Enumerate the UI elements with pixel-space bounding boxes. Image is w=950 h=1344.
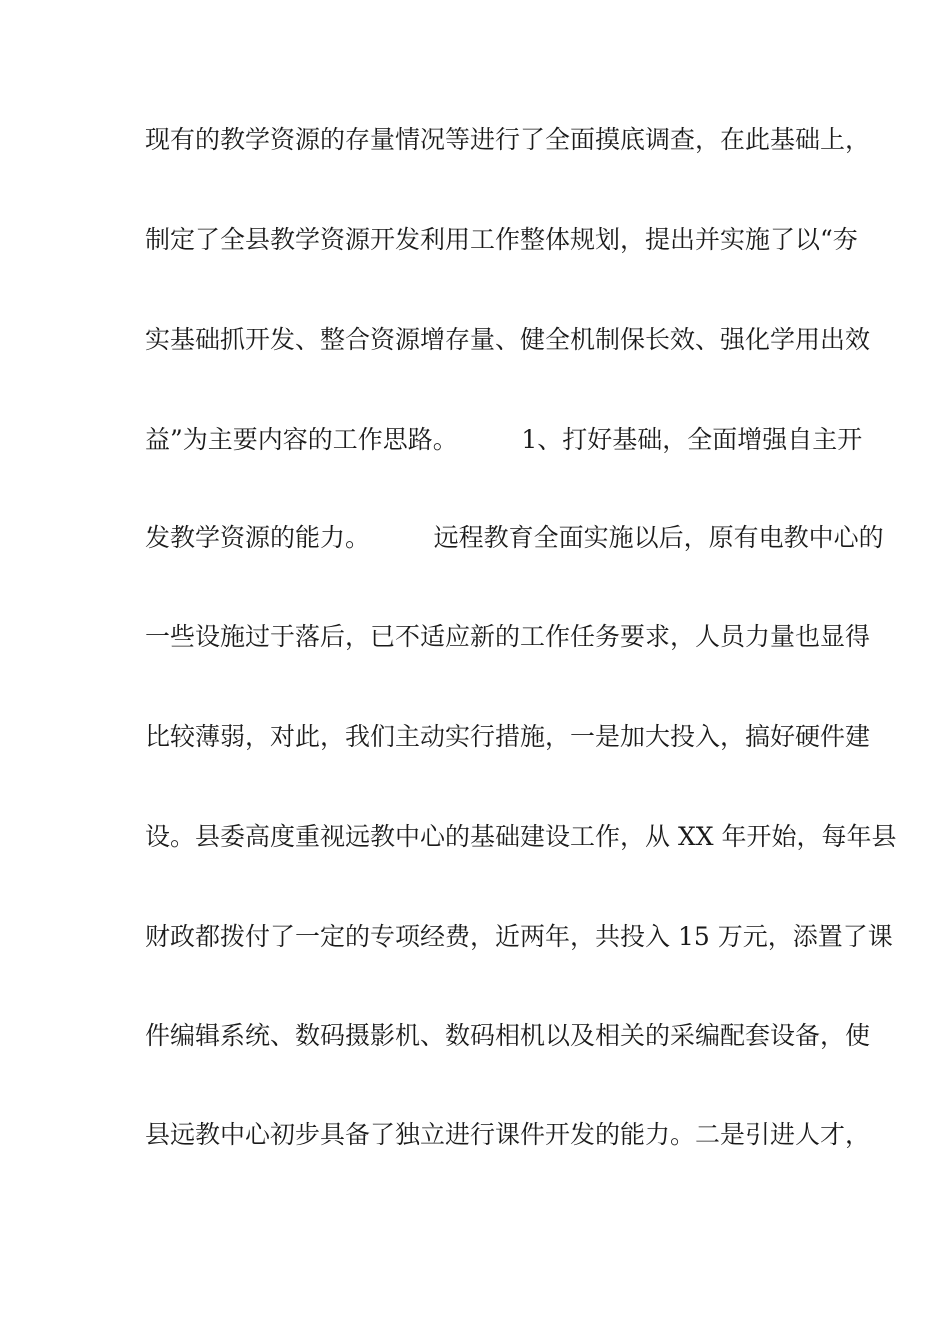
text-line-3: 实基础抓开发、整合资源增存量、健全机制保长效、强化学用出效 xyxy=(145,325,871,354)
text-line-4: 益”为主要内容的工作思路。 1、打好基础，全面增强自主开 xyxy=(145,425,863,454)
text-line-5: 发教学资源的能力。 远程教育全面实施以后，原有电教中心的 xyxy=(145,523,884,552)
text-line-8: 设。县委高度重视远教中心的基础建设工作，从 XX 年开始，每年县 xyxy=(145,822,897,851)
text-line-1: 现有的教学资源的存量情况等进行了全面摸底调查，在此基础上， xyxy=(145,125,871,154)
text-line-2: 制定了全县教学资源开发利用工作整体规划，提出并实施了以“夯 xyxy=(145,225,858,254)
text-line-10: 件编辑系统、数码摄影机、数码相机以及相关的采编配套设备，使 xyxy=(145,1021,871,1050)
text-line-6: 一些设施过于落后，已不适应新的工作任务要求，人员力量也显得 xyxy=(145,622,871,651)
text-line-7: 比较薄弱，对此，我们主动实行措施，一是加大投入，搞好硬件建 xyxy=(145,722,871,751)
text-line-9: 财政都拨付了一定的专项经费，近两年，共投入 15 万元，添置了课 xyxy=(145,922,893,951)
text-line-11: 县远教中心初步具备了独立进行课件开发的能力。二是引进人才， xyxy=(145,1120,871,1149)
